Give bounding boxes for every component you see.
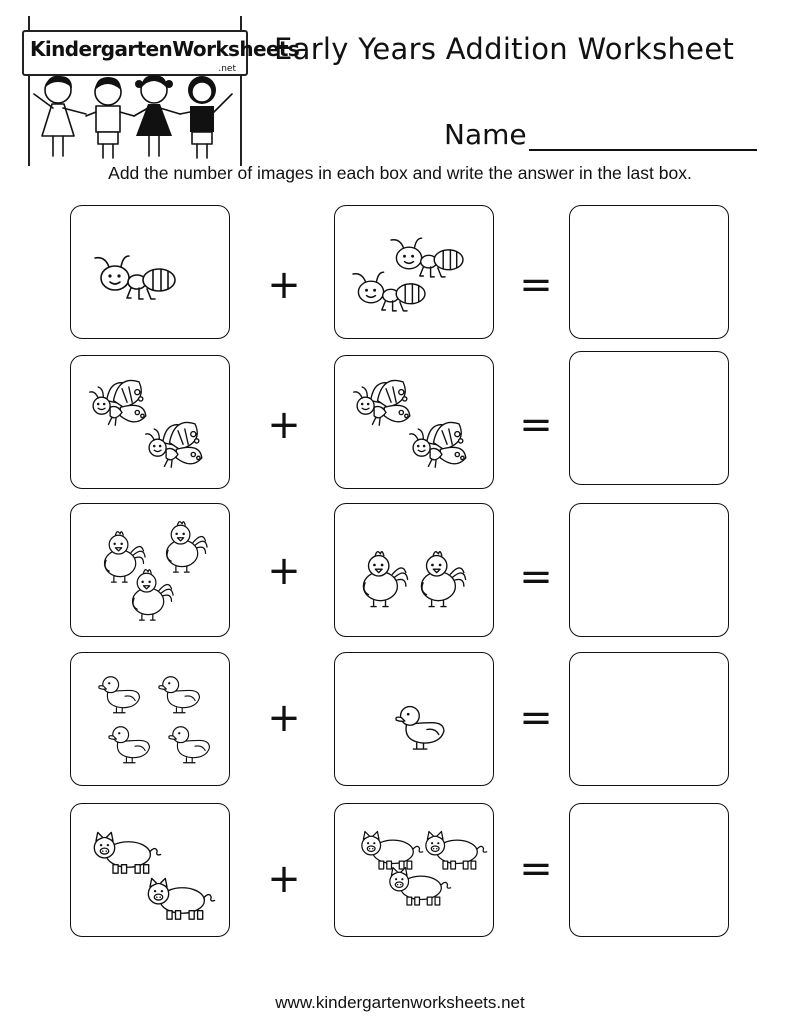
instructions: Add the number of images in each box and write the answer in the last box.	[108, 163, 692, 183]
problem-row	[0, 652, 800, 790]
chick-icon	[421, 552, 465, 607]
duck-group	[71, 653, 230, 786]
right-image-box	[334, 652, 494, 786]
plus-sign: +	[267, 548, 301, 594]
right-image-box	[334, 803, 494, 937]
butterfly-icon	[146, 422, 202, 467]
logo-kids-illustration	[26, 70, 246, 162]
pig-icon	[362, 832, 423, 869]
equals-sign: =	[519, 554, 553, 600]
butterfly-icon	[354, 380, 410, 425]
footer-url[interactable]: www.kindergartenworksheets.net	[275, 993, 525, 1012]
logo-suffix: .net	[218, 64, 236, 74]
problem-row	[0, 803, 800, 941]
left-image-box	[70, 205, 230, 339]
pig-icon	[426, 832, 487, 869]
answer-box[interactable]	[569, 503, 729, 637]
pig-group	[71, 804, 230, 937]
chick-icon	[363, 552, 407, 607]
right-image-box	[334, 205, 494, 339]
left-image-box	[70, 355, 230, 489]
duck-icon	[109, 727, 150, 763]
problem-row	[0, 205, 800, 343]
pig-icon	[94, 832, 160, 873]
left-image-box	[70, 503, 230, 637]
pig-group	[335, 804, 494, 937]
plus-sign: +	[267, 402, 301, 448]
chick-group	[71, 504, 230, 637]
ant-group	[335, 206, 494, 339]
duck-icon	[99, 677, 140, 713]
ant-icon	[391, 238, 463, 277]
problem-row	[0, 503, 800, 641]
chick-icon	[105, 532, 146, 582]
name-field[interactable]	[444, 118, 757, 151]
equals-sign: =	[519, 695, 553, 741]
answer-box[interactable]	[569, 351, 729, 485]
ant-icon	[353, 272, 425, 311]
duck-icon	[169, 727, 210, 763]
equals-sign: =	[519, 262, 553, 308]
right-image-box	[334, 355, 494, 489]
equals-sign: =	[519, 402, 553, 448]
problem-row	[0, 355, 800, 493]
plus-sign: +	[267, 262, 301, 308]
chick-icon	[133, 570, 174, 620]
duck-group	[335, 653, 494, 786]
logo-brand-text: KindergartenWorksheets	[30, 37, 300, 61]
pig-icon	[390, 868, 451, 905]
ant-icon	[95, 256, 175, 299]
name-write-line[interactable]	[529, 123, 757, 151]
answer-box[interactable]	[569, 205, 729, 339]
butterfly-icon	[410, 422, 466, 467]
butterfly-group	[335, 356, 494, 489]
ant-group	[71, 206, 230, 339]
right-image-box	[334, 503, 494, 637]
page-title: Early Years Addition Worksheet	[274, 32, 735, 66]
duck-icon	[396, 707, 444, 750]
pig-icon	[148, 878, 214, 919]
left-image-box	[70, 652, 230, 786]
chick-icon	[167, 522, 208, 572]
butterfly-group	[71, 356, 230, 489]
left-image-box	[70, 803, 230, 937]
site-logo	[18, 12, 300, 162]
answer-box[interactable]	[569, 652, 729, 786]
chick-group	[335, 504, 494, 637]
plus-sign: +	[267, 695, 301, 741]
equals-sign: =	[519, 846, 553, 892]
answer-box[interactable]	[569, 803, 729, 937]
duck-icon	[159, 677, 200, 713]
butterfly-icon	[90, 380, 146, 425]
plus-sign: +	[267, 856, 301, 902]
name-label: Name	[444, 118, 527, 151]
